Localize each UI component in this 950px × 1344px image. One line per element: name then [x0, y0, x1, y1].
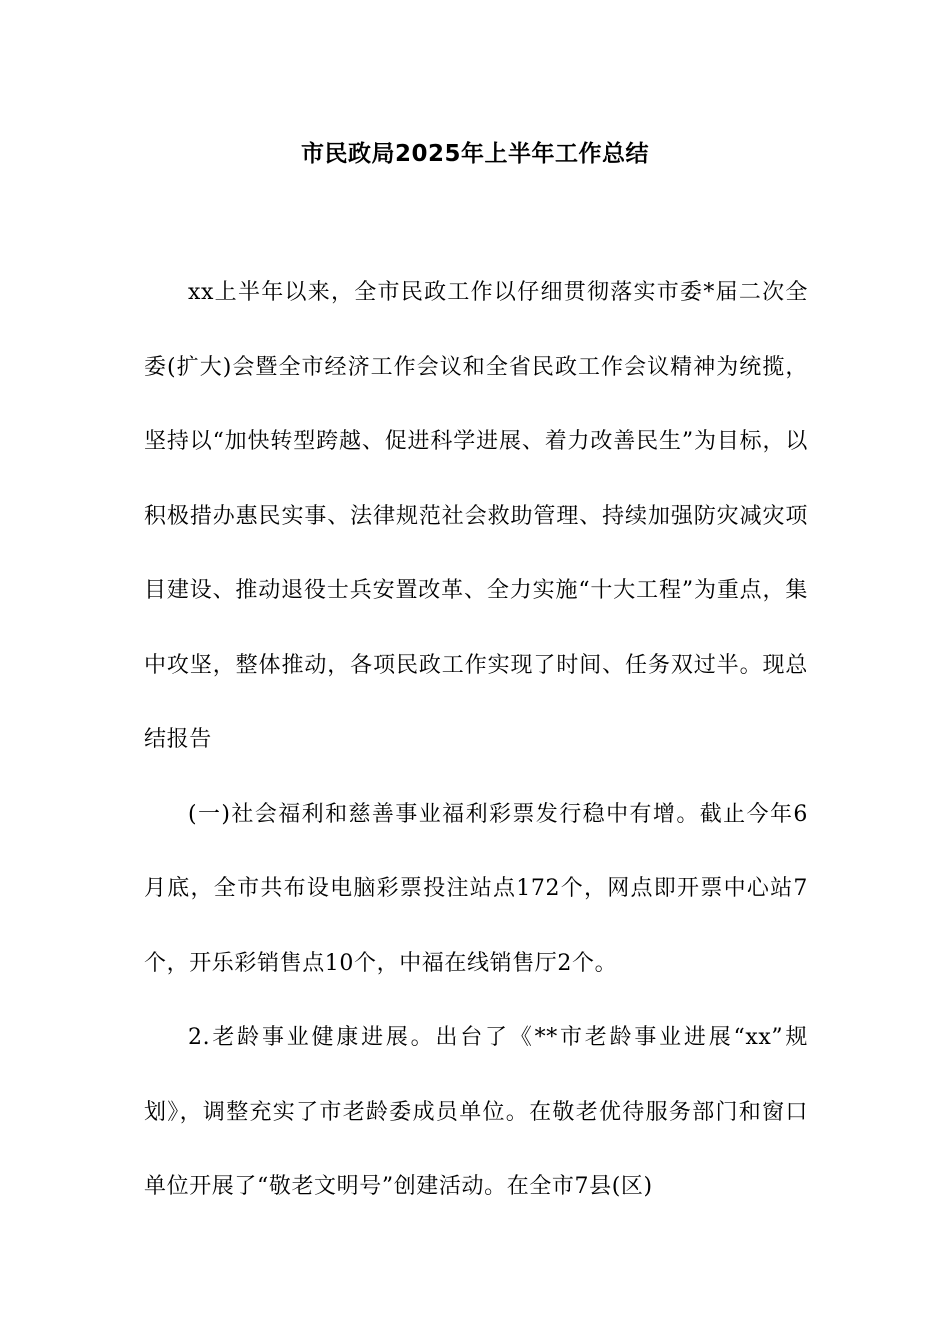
paragraph-elderly-affairs: 2.老龄事业健康进展。出台了《**市老龄事业进展“xx”规划》，调整充实了市老龄委成员单位。在敬老优待服务部门和窗口单位开展了“敬老文明号”创建活动。在全市7县(区): [144, 1025, 808, 1199]
document-title: 市民政局2025年上半年工作总结: [300, 141, 649, 167]
paragraph-intro: xx上半年以来，全市民政工作以仔细贯彻落实市委*届二次全委(扩大)会暨全市经济工作会议和全省民政工作会议精神为统揽，坚持以“加快转型跨越、促进科学进展、着力改善民生”为目标，以积极措办惠民实事、法律规范社会救助管理、持续加强防灾减灾项目建设、推动退役士兵安置改革、全力实施“十大工程”为重点，集中攻坚，整体推动，各项民政工作实现了时间、任务双过半。现总结报告: [144, 280, 808, 752]
paragraph-welfare-lottery: (一)社会福利和慈善事业福利彩票发行稳中有增。截止今年6月底，全市共布设电脑彩票投注站点172个，网点即开票中心站7个，开乐彩销售点10个，中福在线销售厅2个。: [144, 801, 808, 976]
document-body: [144, 256, 808, 1225]
